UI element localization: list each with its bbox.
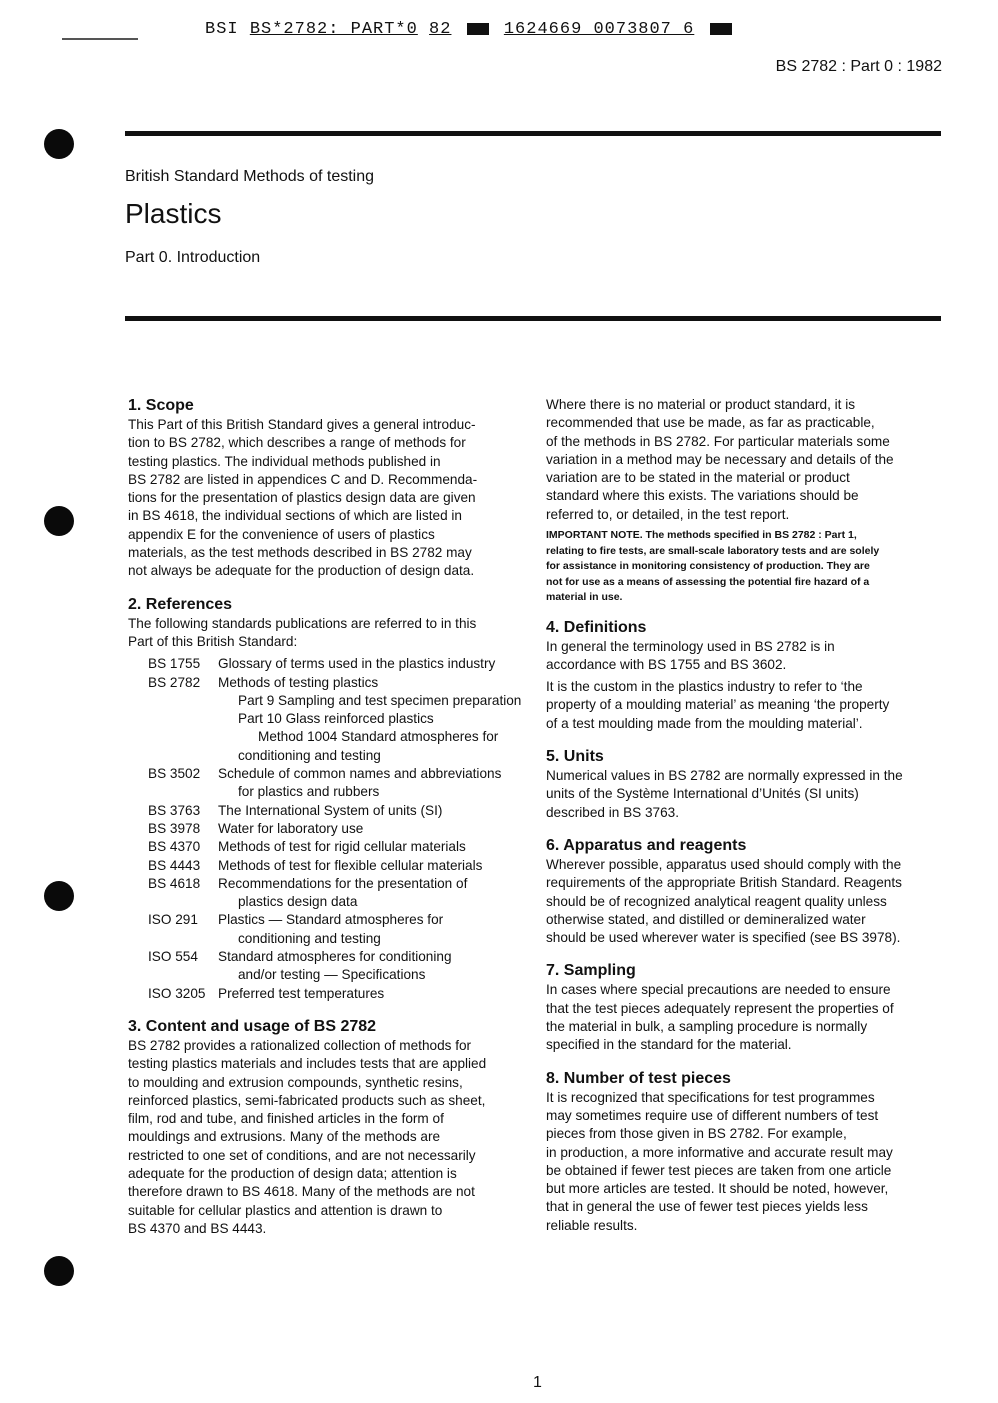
section-references: [128, 595, 533, 1003]
code-main: BS*2782: PART*0: [249, 20, 418, 39]
punch-hole: [44, 129, 74, 159]
code-suffix: 82: [429, 20, 452, 39]
page-title: Plastics: [125, 198, 222, 229]
section-content-usage-continued: [546, 396, 946, 606]
text-line: tion to BS 2782, which describes a range of methods for: [128, 435, 466, 451]
reference-item: [128, 985, 533, 1003]
text-line: In cases where special precautions are needed to ensure: [546, 982, 891, 998]
text-line: suitable for cellular plastics and attention is drawn to: [128, 1202, 443, 1218]
reference-title: Water for laboratory use: [218, 820, 364, 836]
text-line: Wherever possible, apparatus used should comply with the: [546, 856, 902, 872]
reference-title-cont: and/or testing — Specifications: [238, 967, 426, 983]
top-rule: [125, 131, 941, 136]
text-line: testing plastics materials and includes tests that are applied: [128, 1056, 487, 1072]
text-line: that the test pieces adequately represent the properties of: [546, 1000, 894, 1016]
reference-title: Plastics — Standard atmospheres for: [218, 912, 444, 928]
reference-title-cont: for plastics and rubbers: [238, 784, 380, 800]
text-line: testing plastics. The individual methods published in: [128, 453, 441, 469]
reference-item: [128, 674, 533, 692]
text-line: It is recognized that specifications for test programmes: [546, 1089, 875, 1105]
section-sampling: [546, 961, 946, 1054]
section-heading: 3. Content and usage of BS 2782: [128, 1017, 377, 1035]
section-definitions: [546, 618, 946, 733]
text-line: to moulding and extrusion compounds, synthetic resins,: [128, 1074, 463, 1090]
reference-title: Schedule of common names and abbreviations: [218, 766, 502, 782]
reference-item: [128, 911, 533, 929]
text-line: Part of this British Standard:: [128, 633, 298, 649]
text-line: otherwise stated, and distilled or demineralized water: [546, 911, 866, 927]
reference-code: ISO 3205: [148, 985, 206, 1001]
series-title: British Standard Methods of testing: [125, 168, 375, 185]
text-line: BS 4370 and BS 4443.: [128, 1220, 267, 1236]
document-code: [205, 20, 736, 39]
text-line: recommended that use be made, as far as practicable,: [546, 415, 875, 431]
note-line: IMPORTANT NOTE. The methods specified in BS 2782 : Part 1,: [546, 529, 857, 542]
text-line: requirements of the appropriate British Standard. Reagents: [546, 875, 902, 891]
reference-title-cont: plastics design data: [238, 894, 358, 910]
text-line: materials, as the test methods described in BS 2782 may: [128, 545, 472, 561]
doc-reference: BS 2782 : Part 0 : 1982: [775, 58, 942, 75]
punch-hole: [44, 1256, 74, 1286]
text-line: in BS 4618, the individual sections of which are listed in: [128, 508, 462, 524]
text-line: property of a moulding material’ as meaning ‘the property: [546, 697, 890, 713]
text-line: in production, a more informative and accurate result may: [546, 1144, 893, 1160]
text-line: pieces from those given in BS 2782. For example,: [546, 1126, 847, 1142]
punch-hole: [44, 506, 74, 536]
reference-subitem: conditioning and testing: [238, 747, 381, 763]
text-line: but more articles are tested. It should be noted, however,: [546, 1181, 889, 1197]
text-line: should be used wherever water is specified (see BS 3978).: [546, 930, 901, 946]
reference-title-cont: conditioning and testing: [238, 930, 381, 946]
reference-code: BS 3978: [148, 820, 201, 836]
text-line: In general the terminology used in BS 2782 is in: [546, 638, 835, 654]
reference-title: The International System of units (SI): [218, 802, 443, 818]
text-line: BS 2782 provides a rationalized collection of methods for: [128, 1037, 472, 1053]
code-block-mark: [710, 23, 732, 35]
text-line: Where there is no material or product standard, it is: [546, 397, 856, 412]
text-line: the material in bulk, a sampling procedure is normally: [546, 1019, 868, 1035]
punch-hole: [44, 881, 74, 911]
reference-code: BS 3502: [148, 766, 201, 782]
reference-title: Methods of test for flexible cellular materials: [218, 857, 483, 873]
text-line: This Part of this British Standard gives a general introduc-: [128, 417, 476, 432]
reference-title: Standard atmospheres for conditioning: [218, 949, 452, 965]
reference-item: [128, 655, 533, 673]
reference-item: [128, 838, 533, 856]
section-heading: 6. Apparatus and reagents: [546, 836, 747, 854]
reference-item: [128, 875, 533, 893]
reference-code: ISO 291: [148, 912, 198, 928]
reference-item: [128, 820, 533, 838]
text-line: may sometimes require use of different numbers of test: [546, 1107, 879, 1123]
reference-title: Recommendations for the presentation of: [218, 875, 468, 891]
reference-code: ISO 554: [148, 949, 198, 965]
note-line: relating to fire tests, are small-scale laboratory tests and are solely: [546, 544, 880, 557]
text-line: described in BS 3763.: [546, 804, 680, 820]
reference-item: [128, 948, 533, 966]
note-line: for assistance in monitoring consistency of production. They are: [546, 560, 870, 573]
section-heading: 5. Units: [546, 748, 604, 766]
text-line: tions for the presentation of plastics design data are given: [128, 490, 476, 506]
text-line: variation are to be stated in the material or product: [546, 470, 850, 486]
reference-code: BS 4618: [148, 875, 201, 891]
text-line: reliable results.: [546, 1217, 638, 1233]
text-line: units of the Système International d’Unités (SI units): [546, 786, 859, 802]
reference-subitem: Method 1004 Standard atmospheres for: [258, 729, 499, 745]
text-line: referred to, or detailed, in the test report.: [546, 506, 790, 522]
reference-item: [128, 765, 533, 783]
reference-code: BS 4443: [148, 857, 201, 873]
text-line: Numerical values in BS 2782 are normally expressed in the: [546, 768, 903, 784]
section-heading: 2. References: [128, 595, 233, 613]
section-test-pieces: [546, 1069, 946, 1235]
text-line: be obtained if fewer test pieces are taken from one article: [546, 1162, 892, 1178]
reference-code: BS 4370: [148, 839, 201, 855]
text-line: adequate for the production of design data; attention is: [128, 1165, 457, 1181]
scan-mark: [62, 38, 138, 40]
reference-code: BS 2782: [148, 674, 201, 690]
section-scope: [128, 396, 533, 581]
note-line: material in use.: [546, 591, 623, 604]
text-line: It is the custom in the plastics industry to refer to ‘the: [546, 679, 863, 695]
reference-title: Preferred test temperatures: [218, 985, 385, 1001]
reference-item: [128, 802, 533, 820]
text-line: should be of recognized analytical reagent quality unless: [546, 893, 887, 909]
section-apparatus: [546, 836, 946, 947]
text-line: The following standards publications are referred to in this: [128, 615, 477, 631]
part-title: Part 0. Introduction: [125, 249, 261, 266]
text-line: not always be adequate for the production of design data.: [128, 563, 475, 579]
text-line: BS 2782 are listed in appendices C and D. Recommenda-: [128, 471, 478, 487]
text-line: accordance with BS 1755 and BS 3602.: [546, 656, 787, 672]
section-heading: 1. Scope: [128, 397, 194, 414]
text-line: mouldings and extrusions. Many of the methods are: [128, 1129, 441, 1145]
section-content-usage: [128, 1017, 533, 1238]
bottom-rule: [125, 316, 941, 321]
text-line: specified in the standard for the material.: [546, 1037, 792, 1053]
code-number: 1624669 0073807 6: [503, 20, 695, 39]
reference-subitem: Part 9 Sampling and test specimen preparation: [238, 692, 522, 708]
code-block-mark: [467, 23, 489, 35]
left-column: [128, 396, 533, 1252]
text-line: variation in a method may be necessary and details of the: [546, 451, 894, 467]
text-line: that in general the use of fewer test pieces yields less: [546, 1199, 868, 1215]
section-heading: 8. Number of test pieces: [546, 1069, 731, 1087]
text-line: therefore drawn to BS 4618. Many of the methods are not: [128, 1184, 475, 1200]
reference-code: BS 1755: [148, 656, 201, 672]
reference-title: Methods of testing plastics: [218, 674, 379, 690]
reference-item: [128, 857, 533, 875]
text-line: restricted to one set of conditions, and are not necessarily: [128, 1147, 476, 1163]
reference-code: BS 3763: [148, 802, 201, 818]
text-line: film, rod and tube, and finished articles in the form of: [128, 1111, 444, 1127]
right-column: [546, 396, 946, 1249]
text-line: of a test moulding made from the moulding material’.: [546, 715, 863, 731]
reference-title: Glossary of terms used in the plastics industry: [218, 656, 496, 672]
text-line: of the methods in BS 2782. For particular materials some: [546, 433, 890, 449]
note-line: not for use as a means of assessing the potential fire hazard of a: [546, 575, 870, 588]
text-line: standard where this exists. The variations should be: [546, 488, 859, 504]
code-prefix: BSI: [205, 20, 239, 39]
text-line: reinforced plastics, semi-fabricated products such as sheet,: [128, 1092, 486, 1108]
section-heading: 4. Definitions: [546, 618, 647, 636]
page-number: 1: [533, 1374, 542, 1391]
reference-subitem: Part 10 Glass reinforced plastics: [238, 711, 434, 727]
text-line: appendix E for the convenience of users of plastics: [128, 526, 435, 542]
section-heading: 7. Sampling: [546, 962, 636, 980]
section-units: [546, 747, 946, 822]
reference-title: Methods of test for rigid cellular materials: [218, 839, 466, 855]
important-note: [546, 528, 946, 606]
